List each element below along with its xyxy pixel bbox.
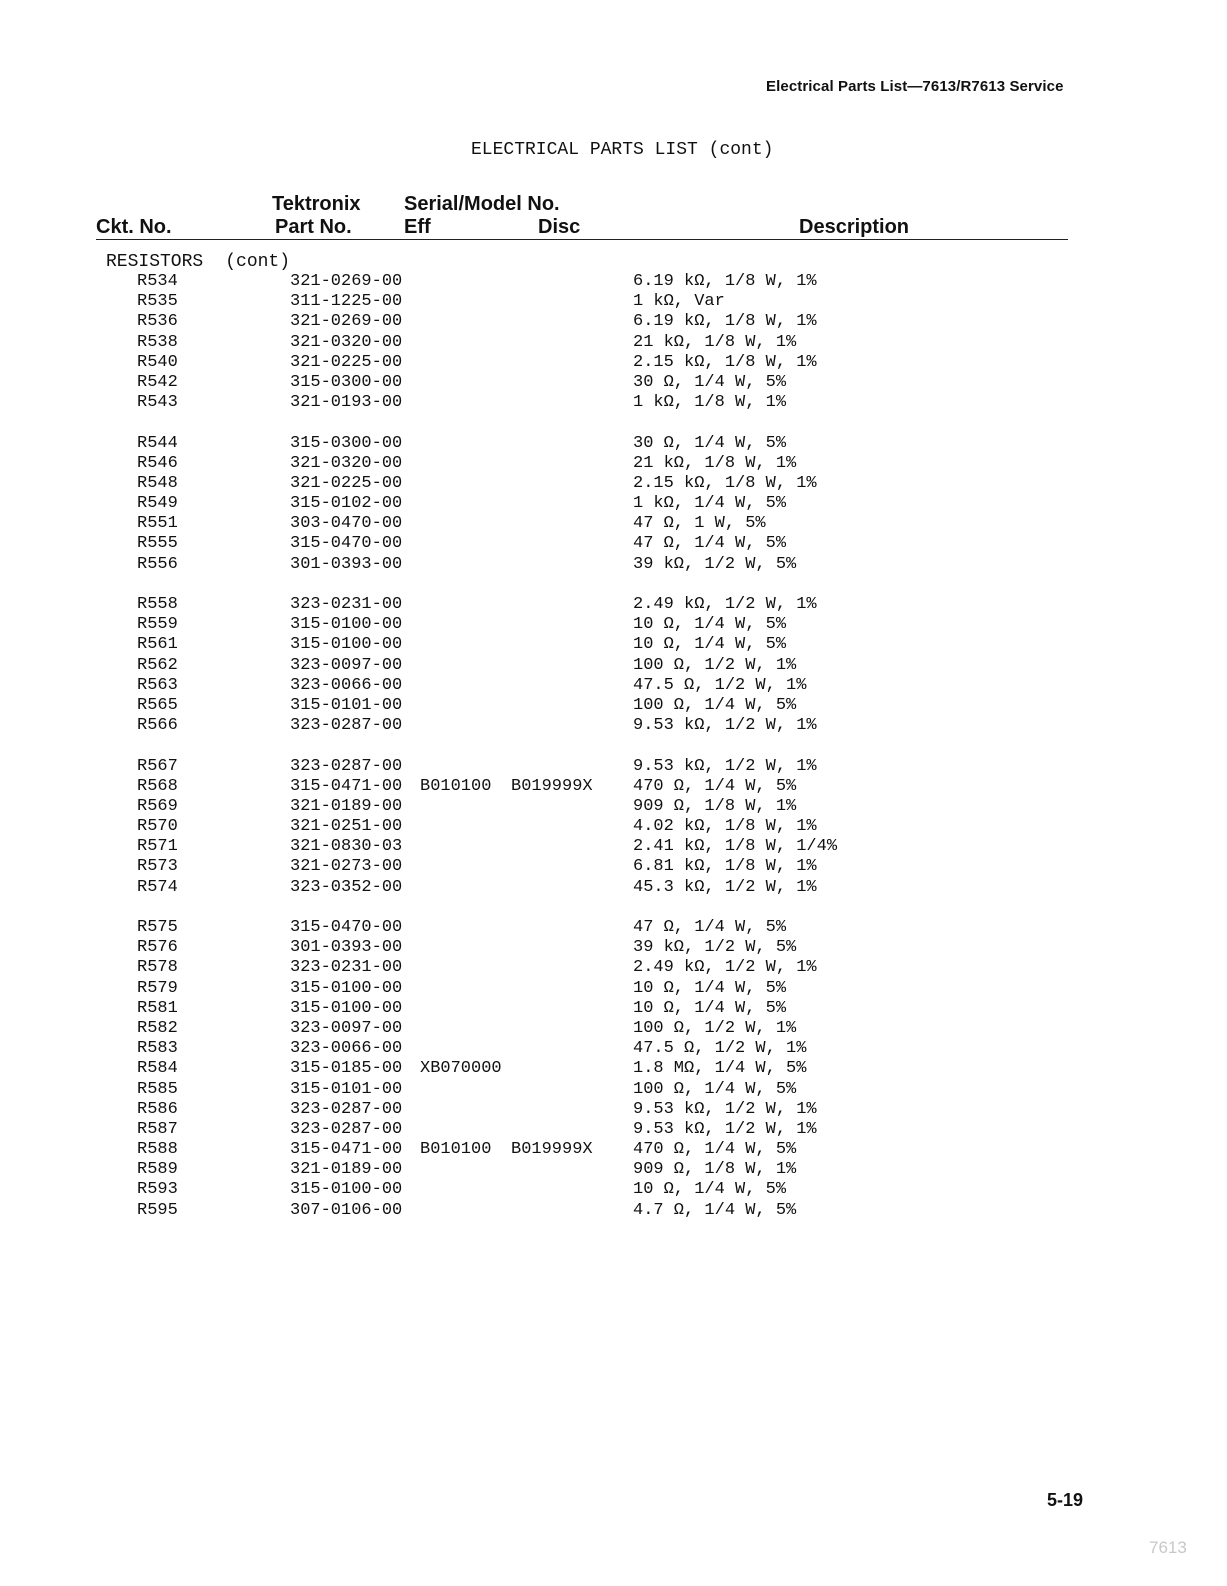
cell-ckt-no: R546 (137, 453, 178, 473)
cell-description: 4.7 Ω, 1/4 W, 5% (633, 1200, 797, 1220)
table-row (0, 716, 1227, 736)
cell-ckt-no: R562 (137, 655, 178, 675)
cell-description: 2.49 kΩ, 1/2 W, 1% (633, 595, 817, 614)
cell-part-no: 323-0231-00 (290, 958, 403, 978)
table-row (0, 312, 1227, 332)
table-row (0, 797, 1227, 817)
table-row (0, 1039, 1227, 1059)
cell-part-no: 321-0251-00 (290, 817, 403, 837)
cell-description: 30 Ω, 1/4 W, 5% (633, 433, 787, 453)
header-tektronix: Tektronix (272, 193, 361, 215)
table-row (0, 434, 1227, 454)
cell-description: 47 Ω, 1 W, 5% (633, 514, 766, 534)
cell-description: 21 kΩ, 1/8 W, 1% (633, 332, 797, 352)
cell-description: 2.41 kΩ, 1/8 W, 1/4% (633, 837, 838, 857)
cell-part-no: 315-0100-00 (290, 998, 403, 1018)
cell-ckt-no: R549 (137, 494, 178, 514)
cell-description: 909 Ω, 1/8 W, 1% (633, 796, 797, 816)
cell-ckt-no: R561 (137, 635, 178, 655)
cell-part-no: 321-0830-03 (290, 837, 403, 857)
cell-description: 47 Ω, 1/4 W, 5% (633, 918, 787, 937)
cell-description: 100 Ω, 1/2 W, 1% (633, 655, 797, 675)
cell-ckt-no: R576 (137, 938, 178, 958)
cell-disc: B019999X (511, 1140, 593, 1160)
cell-part-no: 315-0101-00 (290, 695, 403, 715)
cell-part-no: 321-0269-00 (290, 272, 403, 291)
cell-part-no: 321-0225-00 (290, 352, 403, 372)
cell-ckt-no: R595 (137, 1200, 178, 1220)
cell-ckt-no: R538 (137, 332, 178, 352)
cell-ckt-no: R579 (137, 978, 178, 998)
cell-part-no: 323-0287-00 (290, 756, 403, 776)
cell-description: 21 kΩ, 1/8 W, 1% (633, 453, 797, 473)
cell-part-no: 323-0287-00 (290, 1099, 403, 1119)
cell-description: 100 Ω, 1/2 W, 1% (633, 1018, 797, 1038)
cell-ckt-no: R587 (137, 1119, 178, 1139)
cell-ckt-no: R586 (137, 1099, 178, 1119)
table-row (0, 918, 1227, 938)
cell-description: 45.3 kΩ, 1/2 W, 1% (633, 877, 817, 897)
cell-ckt-no: R589 (137, 1160, 178, 1180)
cell-ckt-no: R534 (137, 272, 178, 291)
cell-description: 4.02 kΩ, 1/8 W, 1% (633, 817, 817, 837)
header-disc: Disc (538, 216, 581, 238)
cell-ckt-no: R558 (137, 595, 178, 614)
cell-ckt-no: R570 (137, 817, 178, 837)
cell-part-no: 315-0100-00 (290, 635, 403, 655)
table-row (0, 635, 1227, 655)
table-row (0, 514, 1227, 534)
cell-ckt-no: R571 (137, 837, 178, 857)
cell-description: 47 Ω, 1/4 W, 5% (633, 534, 787, 554)
cell-description: 9.53 kΩ, 1/2 W, 1% (633, 756, 817, 776)
cell-description: 47.5 Ω, 1/2 W, 1% (633, 1039, 807, 1059)
watermark: 7613 (1149, 1538, 1187, 1557)
cell-description: 470 Ω, 1/4 W, 5% (633, 776, 797, 796)
cell-ckt-no: R563 (137, 675, 178, 695)
cell-ckt-no: R559 (137, 615, 178, 635)
table-row (0, 979, 1227, 999)
cell-ckt-no: R535 (137, 292, 178, 312)
table-row (0, 1080, 1227, 1100)
section-cont: (cont) (225, 252, 291, 272)
header-ckt-no: Ckt. No. (96, 216, 172, 238)
cell-part-no: 323-0352-00 (290, 877, 403, 897)
list-title: ELECTRICAL PARTS LIST (cont) (471, 140, 774, 160)
cell-ckt-no: R542 (137, 372, 178, 392)
cell-ckt-no: R573 (137, 857, 178, 877)
table-row (0, 938, 1227, 958)
cell-ckt-no: R551 (137, 514, 178, 534)
cell-part-no: 301-0393-00 (290, 554, 403, 574)
cell-part-no: 307-0106-00 (290, 1200, 403, 1220)
table-row (0, 696, 1227, 716)
cell-description: 2.15 kΩ, 1/8 W, 1% (633, 352, 817, 372)
table-row (0, 777, 1227, 797)
header-rule (96, 239, 1068, 240)
cell-disc: B019999X (511, 776, 593, 796)
header-eff: Eff (404, 216, 431, 238)
cell-part-no: 315-0471-00 (290, 776, 403, 796)
header-description: Description (799, 216, 910, 238)
cell-description: 2.49 kΩ, 1/2 W, 1% (633, 958, 817, 978)
cell-part-no: 321-0189-00 (290, 796, 403, 816)
cell-part-no: 321-0225-00 (290, 473, 403, 493)
cell-ckt-no: R540 (137, 352, 178, 372)
cell-description: 909 Ω, 1/8 W, 1% (633, 1160, 797, 1180)
cell-part-no: 321-0273-00 (290, 857, 403, 877)
cell-description: 2.15 kΩ, 1/8 W, 1% (633, 473, 817, 493)
cell-ckt-no: R544 (137, 433, 178, 453)
cell-part-no: 315-0300-00 (290, 433, 403, 453)
cell-ckt-no: R556 (137, 554, 178, 574)
table-row (0, 1120, 1227, 1140)
cell-ckt-no: R569 (137, 796, 178, 816)
cell-description: 470 Ω, 1/4 W, 5% (633, 1140, 797, 1160)
cell-part-no: 311-1225-00 (290, 292, 403, 312)
cell-description: 1 kΩ, 1/8 W, 1% (633, 393, 787, 413)
cell-description: 10 Ω, 1/4 W, 5% (633, 635, 787, 655)
header-serial-model: Serial/Model No. (404, 193, 560, 215)
running-header: Electrical Parts List—7613/R7613 Service (766, 78, 1064, 95)
table-row (0, 353, 1227, 373)
section-name: RESISTORS (106, 252, 204, 272)
table-row (0, 1059, 1227, 1079)
cell-description: 9.53 kΩ, 1/2 W, 1% (633, 1119, 817, 1139)
table-row (0, 857, 1227, 877)
cell-description: 39 kΩ, 1/2 W, 5% (633, 938, 797, 958)
table-row (0, 837, 1227, 857)
cell-part-no: 321-0189-00 (290, 1160, 403, 1180)
cell-part-no: 315-0470-00 (290, 918, 403, 937)
cell-eff: B010100 (420, 1140, 492, 1160)
cell-ckt-no: R567 (137, 756, 178, 776)
cell-description: 9.53 kΩ, 1/2 W, 1% (633, 716, 817, 736)
cell-description: 6.19 kΩ, 1/8 W, 1% (633, 272, 817, 291)
cell-description: 9.53 kΩ, 1/2 W, 1% (633, 1099, 817, 1119)
cell-part-no: 315-0470-00 (290, 534, 403, 554)
cell-part-no: 323-0097-00 (290, 655, 403, 675)
cell-part-no: 315-0100-00 (290, 978, 403, 998)
table-row (0, 1160, 1227, 1180)
cell-ckt-no: R578 (137, 958, 178, 978)
cell-description: 1 kΩ, 1/4 W, 5% (633, 494, 787, 514)
table-row (0, 1100, 1227, 1120)
table-row (0, 615, 1227, 635)
cell-ckt-no: R548 (137, 473, 178, 493)
cell-description: 10 Ω, 1/4 W, 5% (633, 1180, 787, 1200)
table-row (0, 373, 1227, 393)
table-row (0, 534, 1227, 554)
cell-ckt-no: R584 (137, 1059, 178, 1079)
cell-ckt-no: R574 (137, 877, 178, 897)
table-row (0, 676, 1227, 696)
cell-description: 100 Ω, 1/4 W, 5% (633, 695, 797, 715)
table-row (0, 595, 1227, 615)
cell-eff: B010100 (420, 776, 492, 796)
table-row (0, 757, 1227, 777)
cell-part-no: 301-0393-00 (290, 938, 403, 958)
table-row (0, 999, 1227, 1019)
cell-part-no: 321-0269-00 (290, 312, 403, 332)
cell-part-no: 315-0471-00 (290, 1140, 403, 1160)
cell-part-no: 323-0097-00 (290, 1018, 403, 1038)
page-number: 5-19 (1047, 1490, 1084, 1510)
cell-description: 1 kΩ, Var (633, 292, 725, 312)
cell-part-no: 323-0231-00 (290, 595, 403, 614)
table-row (0, 878, 1227, 898)
table-row (0, 292, 1227, 312)
cell-ckt-no: R581 (137, 998, 178, 1018)
cell-part-no: 315-0100-00 (290, 1180, 403, 1200)
cell-part-no: 323-0287-00 (290, 1119, 403, 1139)
cell-description: 47.5 Ω, 1/2 W, 1% (633, 675, 807, 695)
table-row (0, 272, 1227, 292)
cell-ckt-no: R566 (137, 716, 178, 736)
cell-description: 6.81 kΩ, 1/8 W, 1% (633, 857, 817, 877)
header-part-no: Part No. (275, 216, 352, 238)
cell-part-no: 315-0102-00 (290, 494, 403, 514)
cell-eff: XB070000 (420, 1059, 502, 1079)
table-row (0, 958, 1227, 978)
table-row (0, 656, 1227, 676)
section-heading (106, 252, 290, 272)
table-row (0, 474, 1227, 494)
cell-ckt-no: R536 (137, 312, 178, 332)
cell-part-no: 315-0300-00 (290, 372, 403, 392)
table-row (0, 393, 1227, 413)
table-row (0, 494, 1227, 514)
table-row (0, 333, 1227, 353)
cell-ckt-no: R585 (137, 1079, 178, 1099)
cell-description: 10 Ω, 1/4 W, 5% (633, 615, 787, 635)
cell-ckt-no: R575 (137, 918, 178, 937)
table-row (0, 1201, 1227, 1221)
cell-ckt-no: R593 (137, 1180, 178, 1200)
cell-part-no: 303-0470-00 (290, 514, 403, 534)
cell-ckt-no: R583 (137, 1039, 178, 1059)
cell-description: 30 Ω, 1/4 W, 5% (633, 372, 787, 392)
cell-ckt-no: R565 (137, 695, 178, 715)
cell-description: 1.8 MΩ, 1/4 W, 5% (633, 1059, 807, 1079)
cell-part-no: 323-0066-00 (290, 675, 403, 695)
cell-ckt-no: R582 (137, 1018, 178, 1038)
cell-description: 39 kΩ, 1/2 W, 5% (633, 554, 797, 574)
cell-ckt-no: R543 (137, 393, 178, 413)
cell-part-no: 321-0320-00 (290, 453, 403, 473)
cell-part-no: 315-0101-00 (290, 1079, 403, 1099)
cell-part-no: 315-0100-00 (290, 615, 403, 635)
cell-description: 6.19 kΩ, 1/8 W, 1% (633, 312, 817, 332)
cell-part-no: 321-0320-00 (290, 332, 403, 352)
table-row (0, 1180, 1227, 1200)
cell-ckt-no: R568 (137, 776, 178, 796)
table-row (0, 555, 1227, 575)
table-row (0, 1019, 1227, 1039)
cell-ckt-no: R588 (137, 1140, 178, 1160)
table-row (0, 1140, 1227, 1160)
table-row (0, 817, 1227, 837)
cell-ckt-no: R555 (137, 534, 178, 554)
cell-part-no: 321-0193-00 (290, 393, 403, 413)
cell-description: 100 Ω, 1/4 W, 5% (633, 1079, 797, 1099)
cell-part-no: 323-0066-00 (290, 1039, 403, 1059)
parts-table (0, 272, 1227, 1221)
cell-description: 10 Ω, 1/4 W, 5% (633, 978, 787, 998)
table-row (0, 454, 1227, 474)
cell-description: 10 Ω, 1/4 W, 5% (633, 998, 787, 1018)
cell-part-no: 323-0287-00 (290, 716, 403, 736)
cell-part-no: 315-0185-00 (290, 1059, 403, 1079)
